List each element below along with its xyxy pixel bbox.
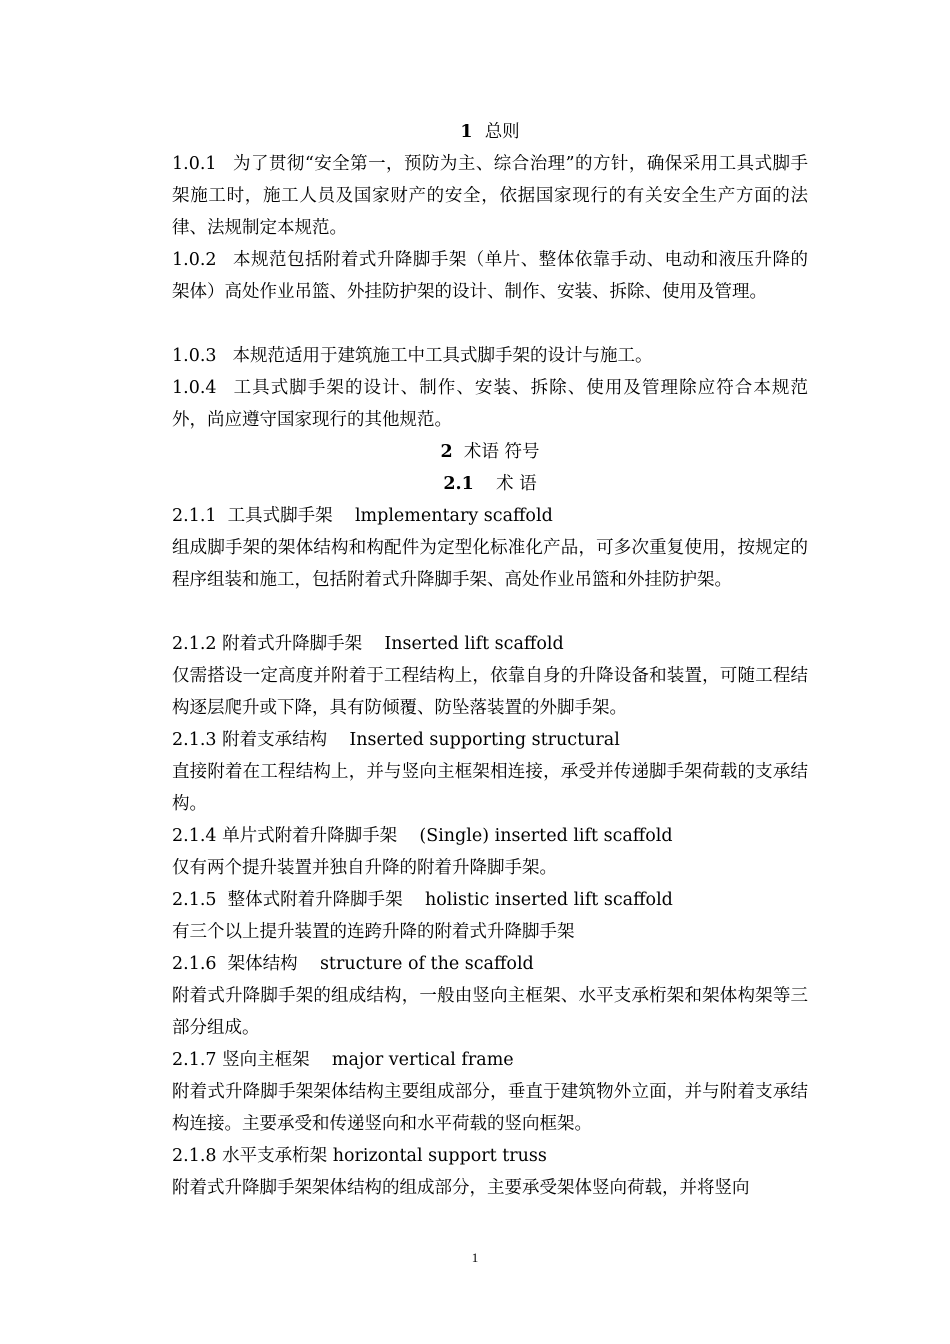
term-heading bbox=[172, 628, 808, 660]
term-en: Inserted supporting structural bbox=[349, 730, 620, 750]
term-number: 2.1.7 bbox=[172, 1050, 217, 1070]
term-en: (Single) inserted lift scaffold bbox=[419, 826, 673, 846]
term-zh: 竖向主框架 bbox=[222, 1050, 310, 1070]
term-definition: 直接附着在工程结构上，并与竖向主框架相连接，承受并传递脚手架荷载的支承结构。 bbox=[172, 762, 808, 814]
term-definition: 附着式升降脚手架架体结构的组成部分，主要承受架体竖向荷载，并将竖向 bbox=[172, 1178, 750, 1198]
clause-1-0-1 bbox=[172, 148, 808, 244]
clause-number: 1.0.3 bbox=[172, 346, 217, 366]
term-heading bbox=[172, 884, 808, 916]
term-definition: 仅需搭设一定高度并附着于工程结构上，依靠自身的升降设备和装置，可随工程结构逐层爬升或下降，具有防倾覆、防坠落装置的外脚手架。 bbox=[172, 666, 808, 718]
term-en: Inserted lift scaffold bbox=[384, 634, 564, 654]
clause-1-0-4 bbox=[172, 372, 808, 436]
term-heading bbox=[172, 724, 808, 756]
chapter-number: 2 bbox=[440, 442, 453, 462]
term-zh: 水平支承桁架 bbox=[222, 1146, 328, 1166]
chapter-number: 1 bbox=[460, 122, 473, 142]
term-zh: 附着支承结构 bbox=[222, 730, 328, 750]
term-definition: 组成脚手架的架体结构和构配件为定型化标准化产品，可多次重复使用，按规定的程序组装和施工，包括附着式升降脚手架、高处作业吊篮和外挂防护架。 bbox=[172, 538, 808, 590]
chapter-title: 术语 符号 bbox=[463, 442, 540, 462]
term-number: 2.1.1 bbox=[172, 506, 217, 526]
term-heading bbox=[172, 500, 808, 532]
term-en: horizontal support truss bbox=[332, 1146, 547, 1166]
term-en: holistic inserted lift scaffold bbox=[424, 890, 673, 910]
chapter-title: 总则 bbox=[484, 122, 520, 142]
term-heading bbox=[172, 1044, 808, 1076]
clause-text: 为了贯彻“安全第一，预防为主、综合治理”的方针，确保采用工具式脚手架施工时，施工人员及国家财产的安全，依据国家现行的有关安全生产方面的法律、法规制定本规范。 bbox=[172, 154, 808, 238]
section-number: 2.1 bbox=[443, 474, 474, 494]
term-definition: 仅有两个提升装置并独自升降的附着升降脚手架。 bbox=[172, 858, 557, 878]
term-number: 2.1.6 bbox=[172, 954, 217, 974]
term-en: lmplementary scaffold bbox=[354, 506, 553, 526]
term-definition: 附着式升降脚手架的组成结构，一般由竖向主框架、水平支承桁架和架体构架等三部分组成。 bbox=[172, 986, 808, 1038]
term-zh: 附着式升降脚手架 bbox=[222, 634, 363, 654]
term-zh: 整体式附着升降脚手架 bbox=[227, 890, 403, 910]
term-heading bbox=[172, 820, 808, 852]
page-number: 1 bbox=[471, 1250, 479, 1265]
chapter-2-heading bbox=[172, 436, 808, 468]
clause-1-0-3 bbox=[172, 340, 808, 372]
clause-number: 1.0.1 bbox=[172, 154, 217, 174]
term-heading bbox=[172, 948, 808, 980]
term-number: 2.1.3 bbox=[172, 730, 217, 750]
chapter-1-heading bbox=[172, 116, 808, 148]
term-en: major vertical frame bbox=[331, 1050, 514, 1070]
term-zh: 单片式附着升降脚手架 bbox=[222, 826, 398, 846]
clause-number: 1.0.4 bbox=[172, 378, 217, 398]
term-heading bbox=[172, 1140, 808, 1172]
term-definition: 有三个以上提升装置的连跨升降的附着式升降脚手架 bbox=[172, 922, 575, 942]
term-zh: 架体结构 bbox=[227, 954, 298, 974]
term-definition: 附着式升降脚手架架体结构主要组成部分，垂直于建筑物外立面，并与附着支承结构连接。主要承受和传递竖向和水平荷载的竖向框架。 bbox=[172, 1082, 808, 1134]
term-number: 2.1.4 bbox=[172, 826, 217, 846]
clause-1-0-2 bbox=[172, 244, 808, 340]
term-number: 2.1.8 bbox=[172, 1146, 217, 1166]
clause-text: 工具式脚手架的设计、制作、安装、拆除、使用及管理除应符合本规范外，尚应遵守国家现行的其他规范。 bbox=[172, 378, 808, 430]
term-number: 2.1.2 bbox=[172, 634, 217, 654]
clause-text: 本规范适用于建筑施工中工具式脚手架的设计与施工。 bbox=[232, 346, 653, 366]
term-number: 2.1.5 bbox=[172, 890, 217, 910]
term-en: structure of the scaffold bbox=[319, 954, 534, 974]
document-page bbox=[172, 116, 808, 1204]
term-zh: 工具式脚手架 bbox=[227, 506, 333, 526]
section-2-1-heading bbox=[172, 468, 808, 500]
clause-number: 1.0.2 bbox=[172, 250, 217, 270]
clause-text: 本规范包括附着式升降脚手架（单片、整体依靠手动、电动和液压升降的架体）高处作业吊篮、外挂防护架的设计、制作、安装、拆除、使用及管理。 bbox=[172, 250, 808, 302]
section-title: 术 语 bbox=[496, 474, 537, 494]
